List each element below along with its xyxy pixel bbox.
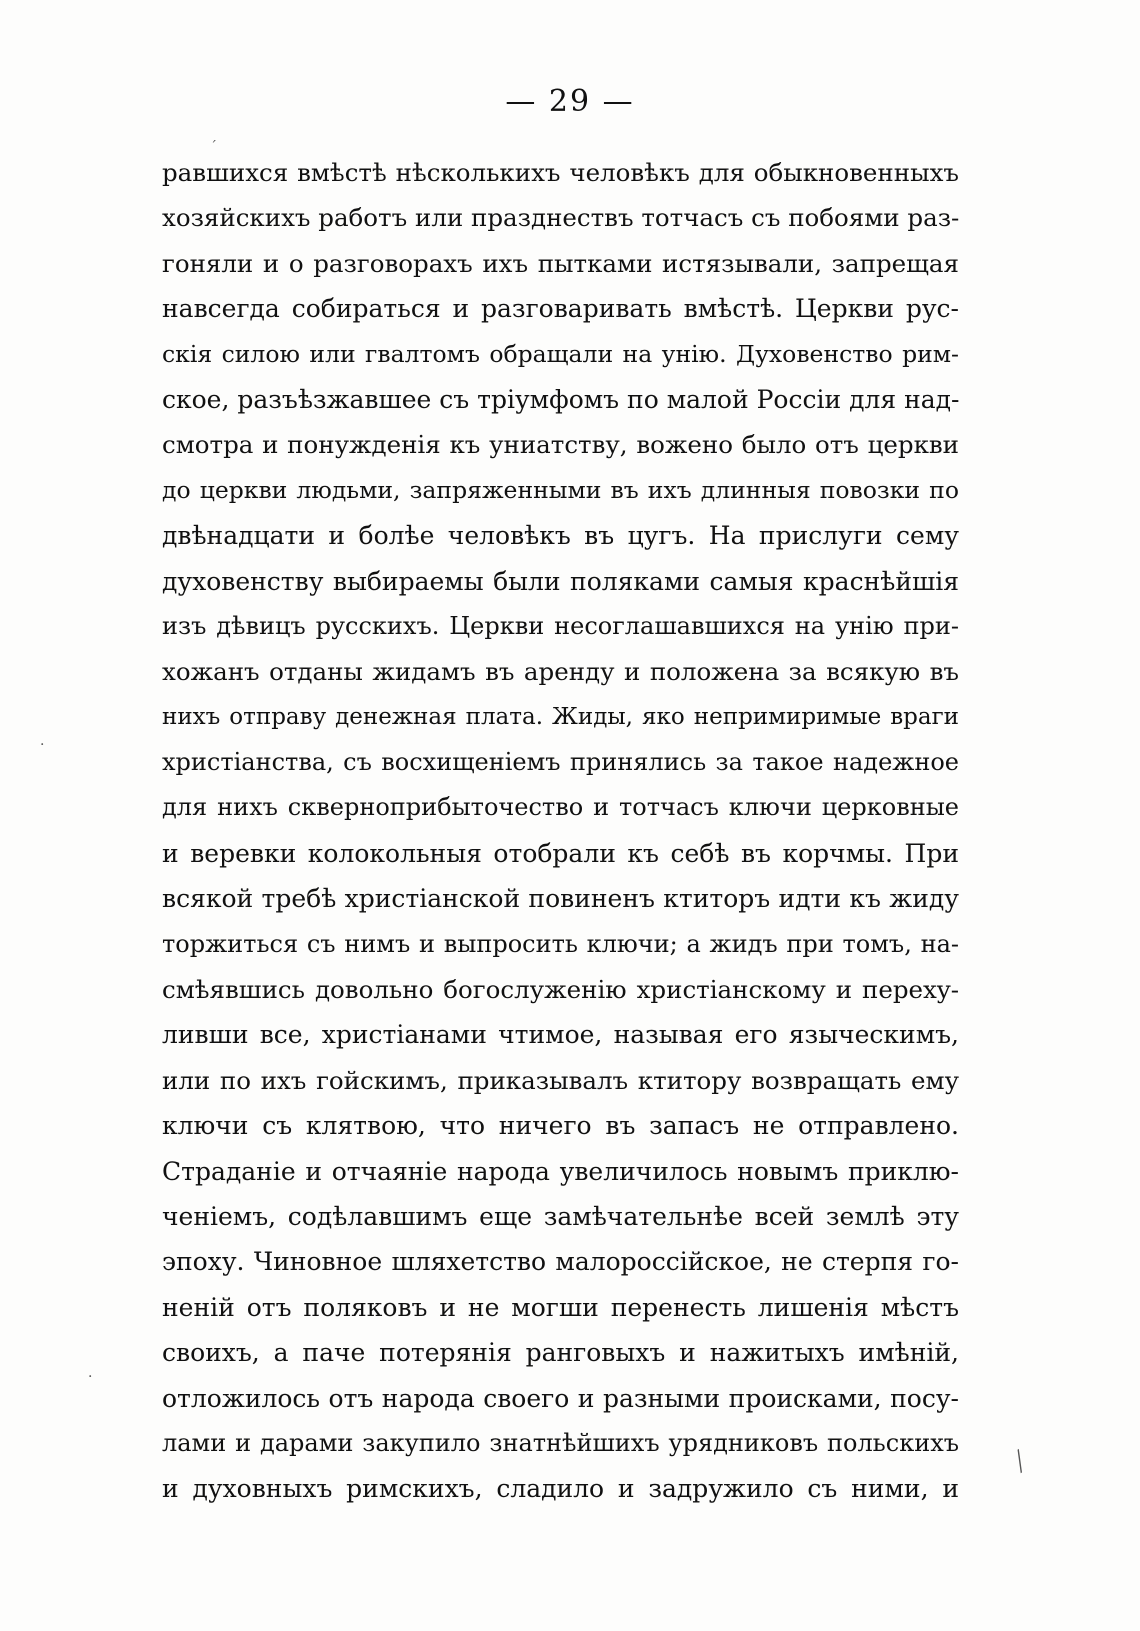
scan-speck: · — [88, 1369, 93, 1385]
text-line: и веревки колокольныя отобрали къ себѣ въ корчмы. При — [162, 838, 959, 868]
text-line: духовенству выбираемы были поляками самыя краснѣйшія — [162, 566, 959, 596]
text-line: смѣявшись довольно богослуженію христіанскому и перехy- — [162, 975, 959, 1005]
scan-speck: ˊ — [210, 139, 217, 155]
text-line: своихъ, а паче потерянія ранговыхъ и нажитыхъ имѣній, — [162, 1338, 959, 1368]
text-line: и духовныхъ римскихъ, сладило и задружило съ ними, и — [162, 1474, 959, 1504]
text-line: всякой требѣ христіанской повиненъ ктиторъ идти къ жиду — [162, 884, 959, 914]
text-line: изъ дѣвицъ русскихъ. Церкви несоглашавшихся на унію при- — [162, 611, 959, 640]
text-line: нихъ отправу денежная плата. Жиды, яко непримиримые враги — [162, 703, 959, 730]
text-line: смотра и понужденія къ униатству, вожено было отъ церкви — [162, 430, 959, 460]
text-line: навсегда собираться и разговаривать вмѣстѣ. Церкви рус- — [162, 294, 959, 324]
text-line: христіанства, съ восхищеніемъ принялись за такое надежное — [162, 748, 959, 777]
text-line: ское, разъѣзжавшее съ тріумфомъ по малой Россіи для над- — [162, 384, 959, 414]
text-line: или по ихъ гойскимъ, приказывалъ ктитору возвращать ему — [162, 1065, 959, 1095]
text-line: ключи съ клятвою, что ничего въ запасъ не отправлено. — [162, 1111, 959, 1141]
text-line: Страданіе и отчаяніе народа увеличилось новымъ приклю- — [162, 1156, 959, 1186]
text-line: двѣнадцати и болѣе человѣкъ въ цугъ. На прислуги сему — [162, 521, 959, 551]
text-line: торжиться съ нимъ и выпросить ключи; а жидъ при томъ, на- — [162, 929, 959, 958]
text-line: ченіемъ, содѣлавшимъ еще замѣчательнѣе всей землѣ эту — [162, 1201, 959, 1231]
text-line: равшихся вмѣстѣ нѣсколькихъ человѣкъ для обыкновенныхъ — [162, 158, 959, 187]
text-line: хозяйскихъ работъ или празднествъ тотчасъ съ побоями раз- — [162, 203, 959, 233]
page-number: — 29 — — [505, 84, 635, 119]
text-line: ливши все, христіанами чтимое, называя его языческимъ, — [162, 1020, 959, 1050]
text-line: неній отъ поляковъ и не могши перенесть лишенія мѣстъ — [162, 1292, 959, 1322]
body-text — [162, 150, 959, 1512]
text-line: отложилось отъ народа своего и разными происками, посу- — [162, 1383, 959, 1413]
text-line: для нихъ скверноприбыточество и тотчасъ ключи церковные — [162, 793, 959, 822]
scan-speck: ╱ — [1009, 1449, 1031, 1474]
scan-speck: · — [40, 737, 45, 753]
text-line: лами и дарами закупило знатнѣйшихъ урядниковъ польскихъ — [162, 1428, 959, 1457]
text-line: до церкви людьми, запряженными въ ихъ длинныя повозки по — [162, 475, 959, 504]
text-line: хожанъ отданы жидамъ въ аренду и положена за всякую въ — [162, 657, 959, 687]
text-line: эпоху. Чиновное шляхетство малороссійское, не стерпя го- — [162, 1247, 959, 1277]
text-line: гоняли и о разговорахъ ихъ пытками истязывали, запрещая — [162, 248, 959, 278]
text-line: скія силою или гвалтомъ обращали на унію. Духовенство рим- — [162, 339, 959, 368]
